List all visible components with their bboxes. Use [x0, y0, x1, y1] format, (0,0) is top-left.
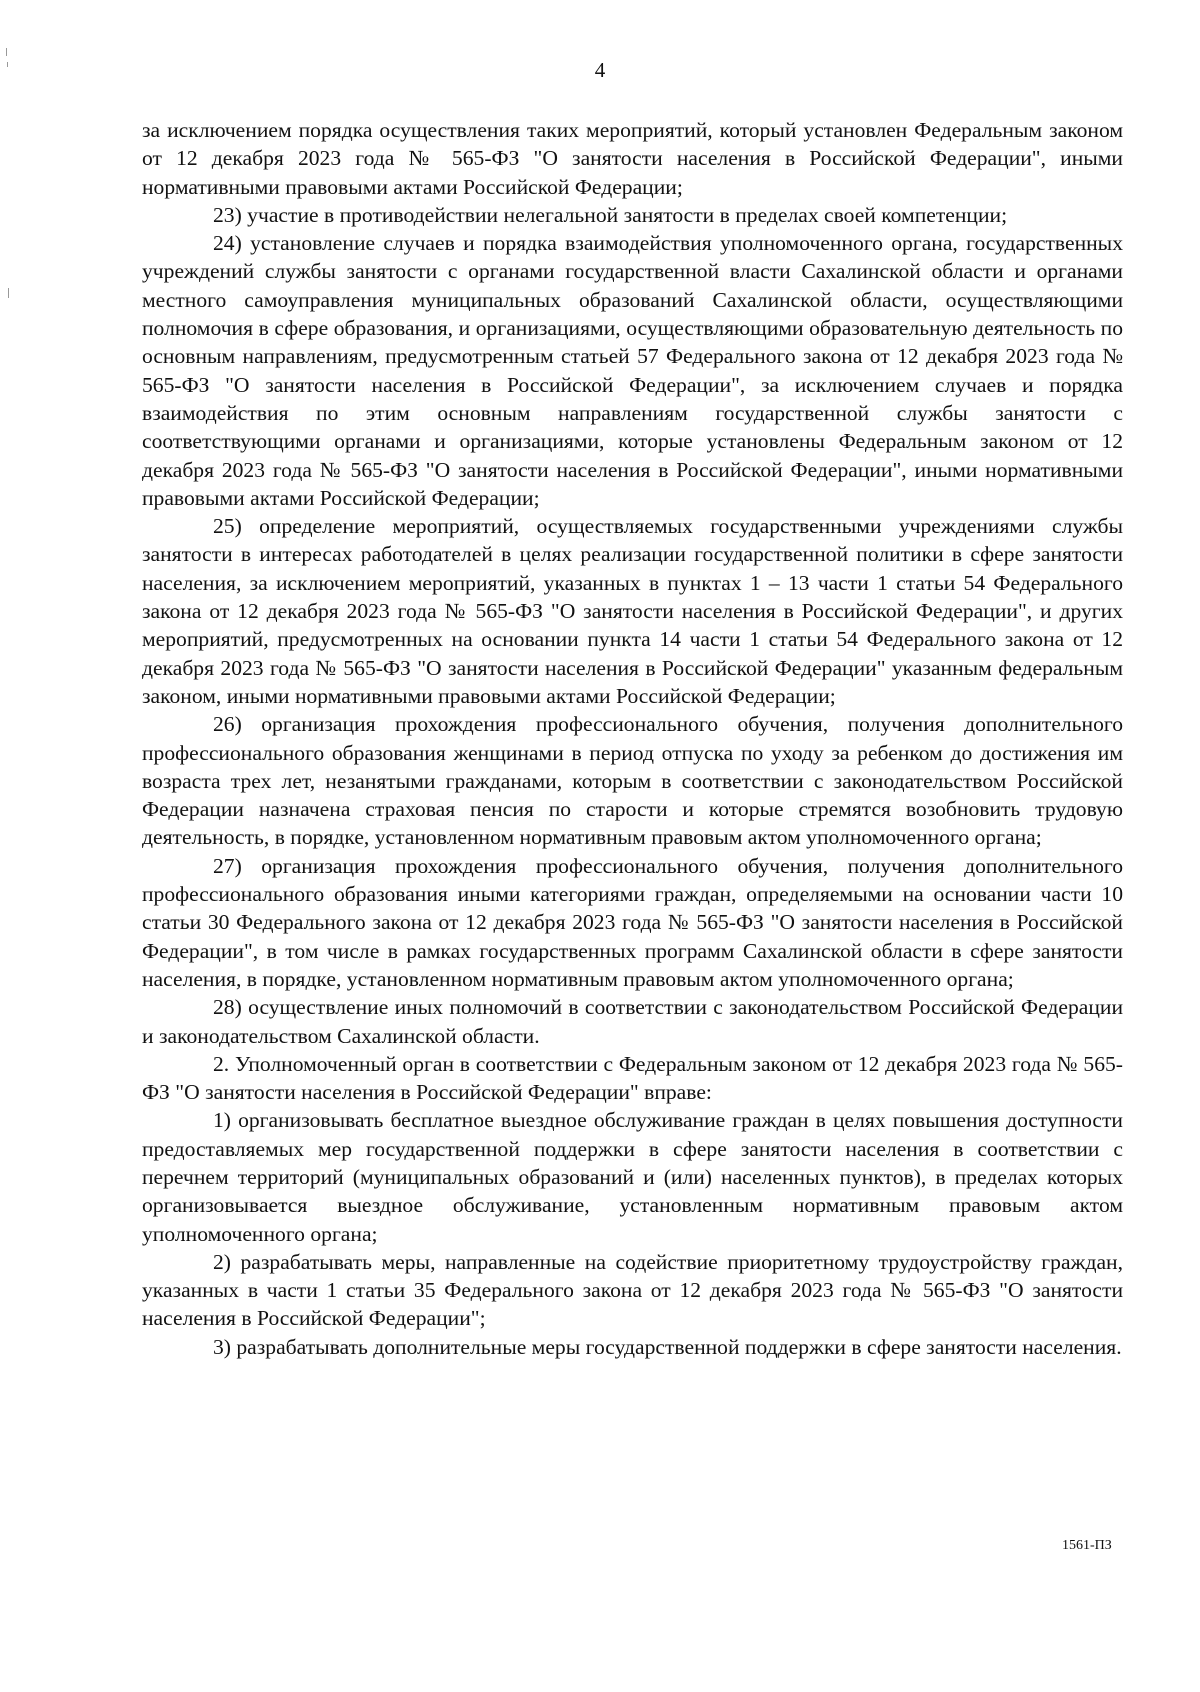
paragraph-right-2: 2) разрабатывать меры, направленные на содействие приоритетному трудоустройству граждан, указанных в части 1 статьи 35 Федерального закона от 12 декабря 2023 года № 565-ФЗ "О занятости населения в Российской Федерации";: [142, 1249, 1123, 1331]
paragraph-item-28: 28) осуществление иных полномочий в соответствии с законодательством Российской Федерации и законодательством Сахалинской области.: [142, 995, 1123, 1048]
paragraph-section-2: 2. Уполномоченный орган в соответствии с Федеральным законом от 12 декабря 2023 года № 565-ФЗ "О занятости населения в Российской Федерации" вправе:: [142, 1051, 1123, 1105]
paragraph-item-23: 23) участие в противодействии нелегальной занятости в пределах своей компетенции;: [213, 202, 1008, 227]
paragraph-item-27: 27) организация прохождения профессионального обучения, получения дополнительного профессионального образования иными категориями граждан, определяемыми на основании части 10 статьи 30 Федерального закона от 12 декабря 2023 года № 565-ФЗ "О занятости населения в Российской Федерации", в том числе в рамках государственных программ Сахалинской области в сфере занятости населения, в порядке, установленном нормативным правовым актом уполномоченного органа;: [142, 853, 1123, 991]
page-number: 4: [594, 58, 606, 82]
scan-mark: [8, 288, 9, 298]
paragraph-item-26: 26) организация прохождения профессионального обучения, получения дополнительного профессионального образования женщинами в период отпуска по уходу за ребенком до достижения им возраста трех лет, незанятыми гражданами, которым в соответствии с законодательством Российской Федерации назначена страховая пенсия по старости и которые стремятся возобновить трудовую деятельность, в порядке, установленном нормативным правовым актом уполномоченного органа;: [142, 712, 1123, 850]
scan-mark: [6, 48, 7, 56]
document-body: [142, 116, 1123, 1361]
scan-mark: [7, 62, 8, 67]
paragraph-item-24: 24) установление случаев и порядка взаимодействия уполномоченного органа, государственных учреждений службы занятости с органами государственной власти Сахалинской области и органами местного самоуправления муниципальных образований Сахалинской области, осуществляющими полномочия в сфере образования, и организациями, осуществляющими образовательную деятельность по основным направлениям, предусмотренным статьей 57 Федерального закона от 12 декабря 2023 года № 565-ФЗ "О занятости населения в Российской Федерации", за исключением случаев и порядка взаимодействия по этим основным направлениям государственной службы занятости с соответствующими органами и организациями, которые установлены Федеральным законом от 12 декабря 2023 года № 565-ФЗ "О занятости населения в Российской Федерации", иными нормативными правовыми актами Российской Федерации;: [142, 231, 1123, 510]
paragraph-continuation: за исключением порядка осуществления таких мероприятий, который установлен Федеральным законом от 12 декабря 2023 года № 565-ФЗ "О занятости населения в Российской Федерации", иными нормативными правовыми актами Российской Федерации;: [142, 118, 1123, 199]
paragraph-right-1: 1) организовывать бесплатное выездное обслуживание граждан в целях повышения доступности предоставляемых мер государственной поддержки в сфере занятости населения в соответствии с перечнем территорий (муниципальных образований и (или) населенных пунктов), в пределах которых организовывается выездное обслуживание, установленным нормативным правовым актом уполномоченного органа;: [142, 1108, 1123, 1246]
paragraph-item-25: 25) определение мероприятий, осуществляемых государственными учреждениями службы занятости в интересах работодателей в целях реализации государственной политики в сфере занятости населения, за исключением мероприятий, указанных в пунктах 1 – 13 части 1 статьи 54 Федерального закона от 12 декабря 2023 года № 565-ФЗ "О занятости населения в Российской Федерации", и других мероприятий, предусмотренных на основании пункта 14 части 1 статьи 54 Федерального закона от 12 декабря 2023 года № 565-ФЗ "О занятости населения в Российской Федерации" указанным федеральным законом, иными нормативными правовыми актами Российской Федерации;: [142, 514, 1123, 708]
paragraph-right-3: 3) разрабатывать дополнительные меры государственной поддержки в сфере занятости населения.: [213, 1334, 1122, 1359]
document-code: 1561-ПЗ: [1062, 1538, 1112, 1553]
